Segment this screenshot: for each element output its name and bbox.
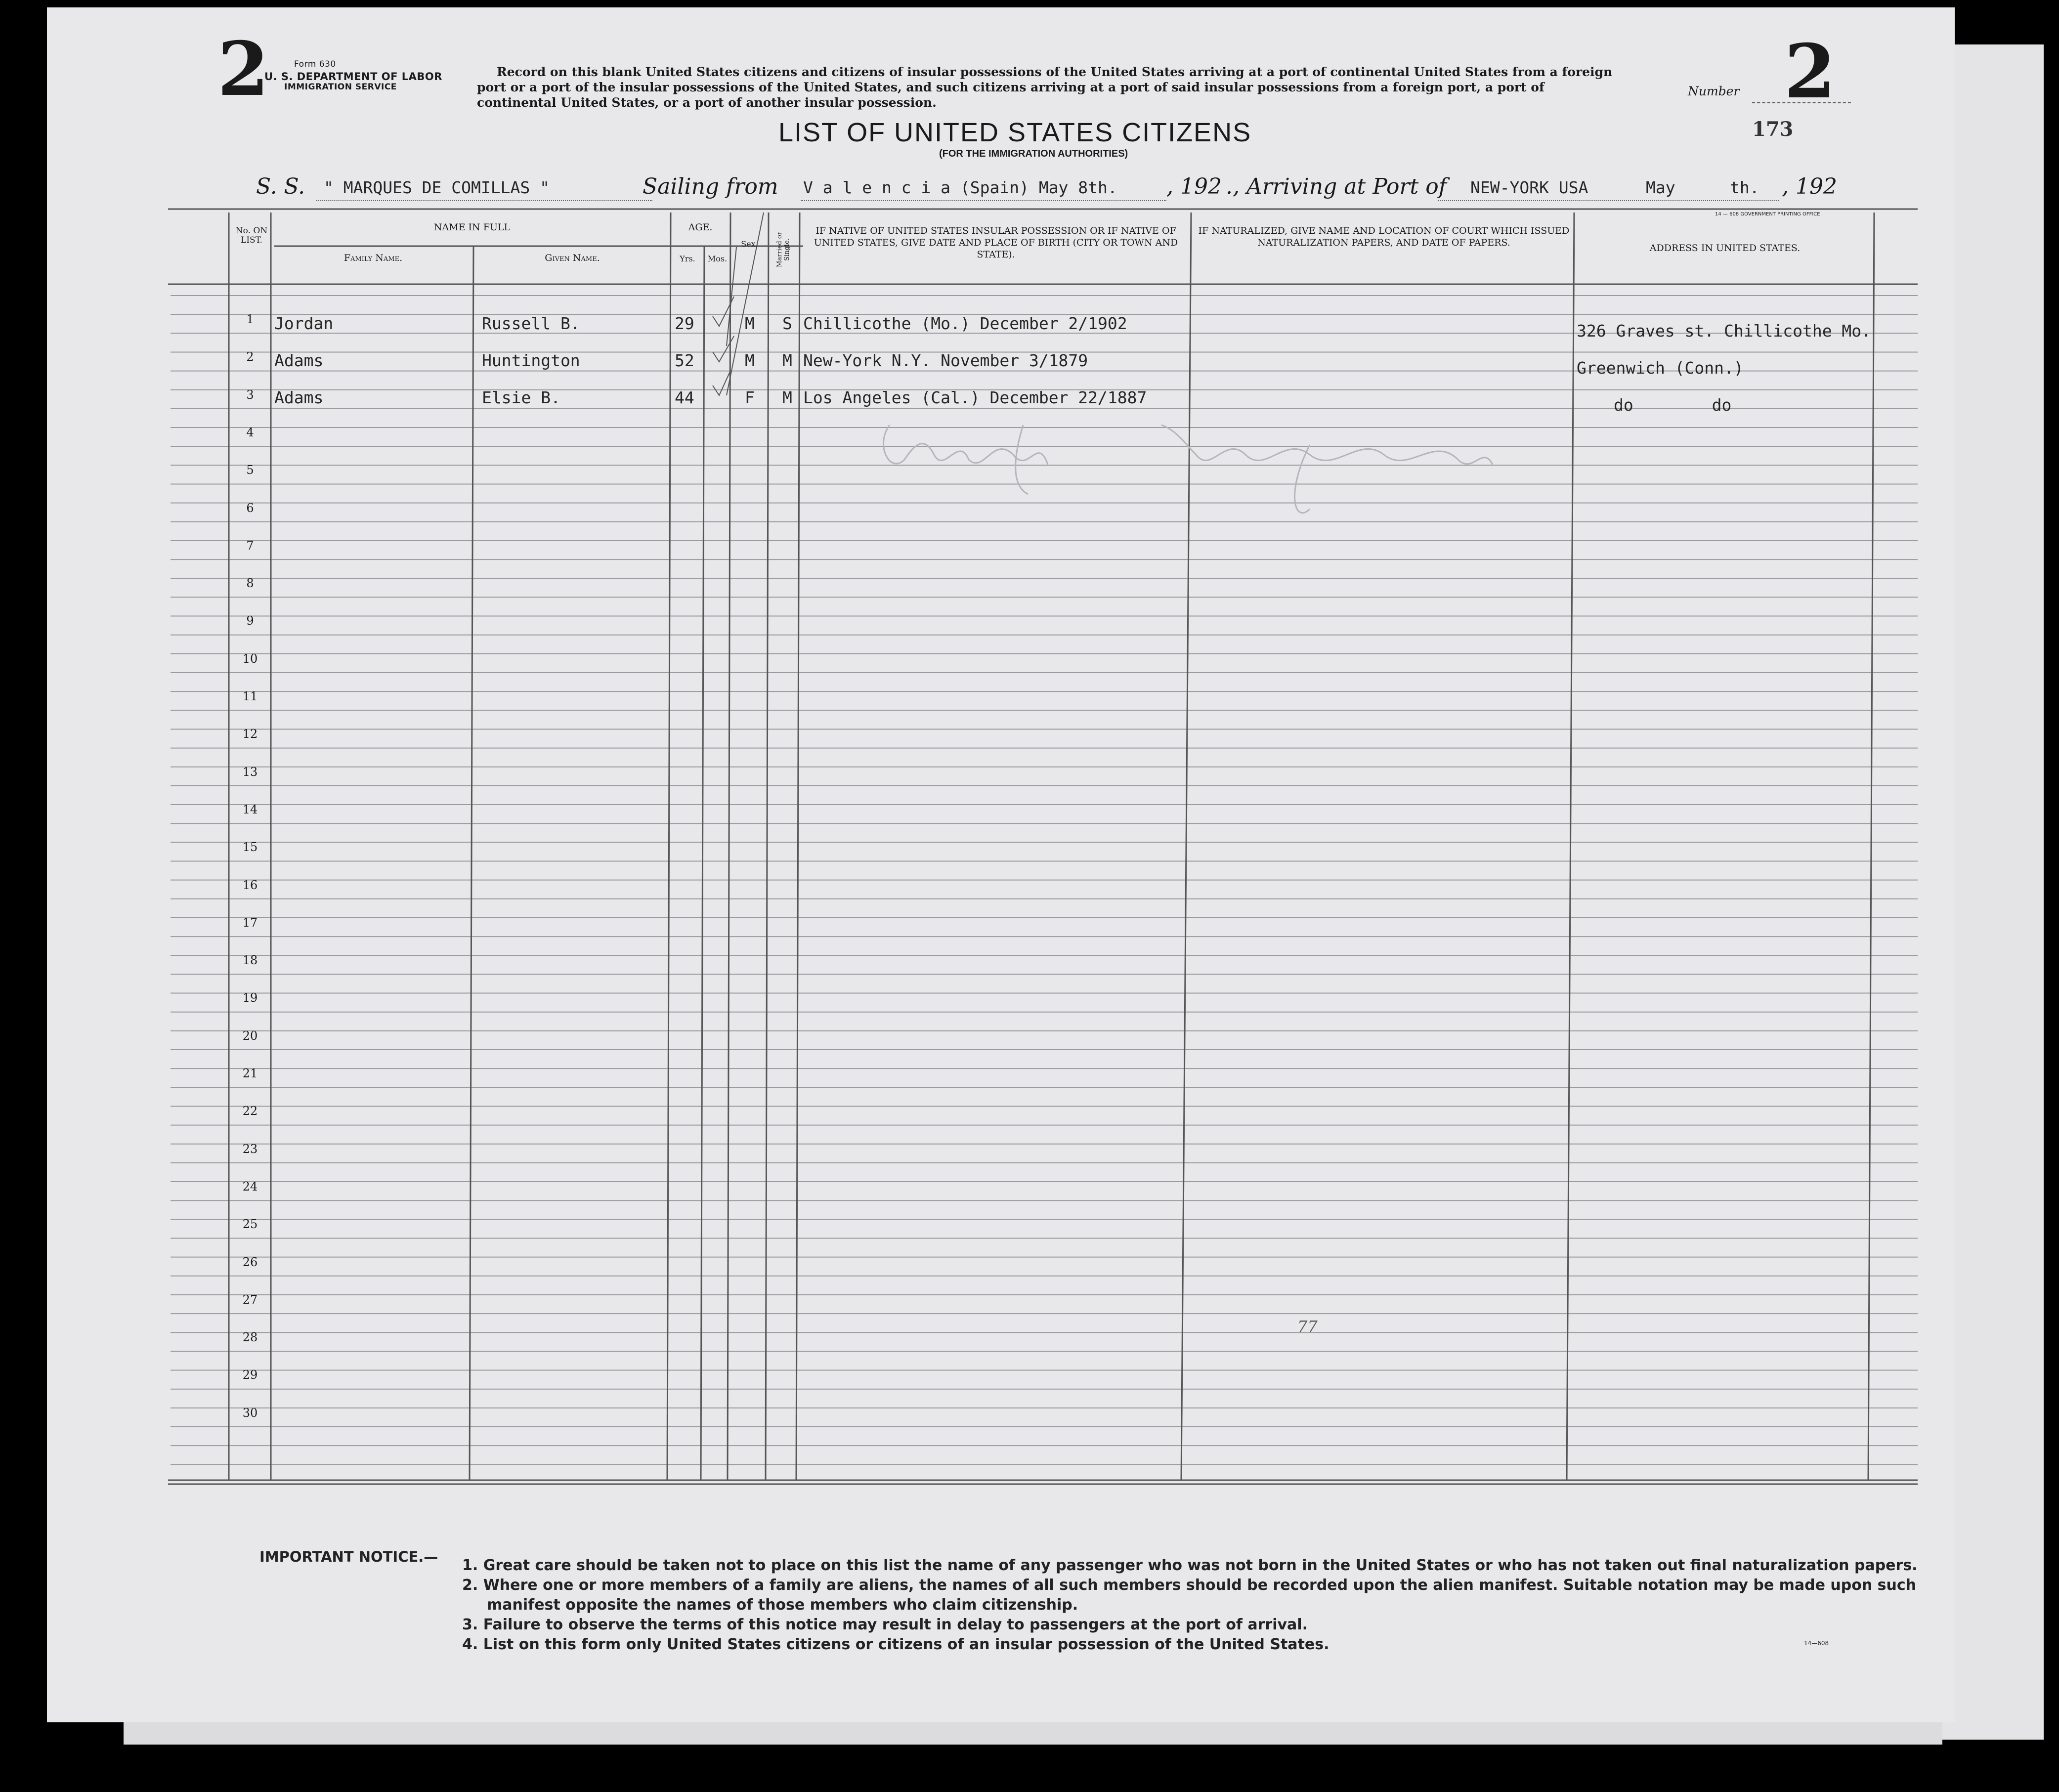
row-number: 21 — [242, 1067, 258, 1080]
row-number: 17 — [242, 915, 258, 930]
row-number: 12 — [242, 727, 258, 741]
row-number: 3 — [246, 387, 254, 402]
row-number: 8 — [246, 576, 254, 591]
notice-item-3: 3. Failure to observe the terms of this notice may result in delay to passengers at the port of arrival. — [462, 1616, 1308, 1633]
ship-name: " MARQUES DE COMILLAS " — [324, 178, 550, 197]
arrival-port: NEW-YORK USA — [1470, 178, 1588, 197]
birth-cell: New-York N.Y. November 3/1879 — [803, 351, 1088, 370]
sex-cell: M — [745, 314, 755, 333]
row-number: 11 — [242, 689, 258, 703]
row-number: 13 — [242, 765, 258, 779]
marital-status-cell: M — [782, 351, 792, 370]
row-number: 15 — [242, 840, 258, 854]
arrival-day: th. — [1730, 178, 1759, 197]
row-number: 28 — [242, 1330, 258, 1345]
intro-text: Record on this blank United States citizens and citizens of insular possessions of the United States arriving at a port of continental United States from a foreign port or a port of the insular possessions of the United States, and such citizens arriving at a port of said insular possessions from a foreign port, a port of continental United States, or a port of another insular possession. — [477, 65, 1613, 110]
row-number: 14 — [242, 802, 258, 816]
row-number: 29 — [242, 1368, 258, 1382]
notice-item-4: 4. List on this form only United States citizens or citizens of an insular possession of the United States. — [462, 1636, 1330, 1653]
address-cell: Greenwich (Conn.) — [1577, 358, 1744, 378]
given-name-cell: Elsie B. — [482, 388, 560, 407]
notice-item-2: 2. Where one or more members of a family are aliens, the names of all such members should be recorded upon the alien manifest. Suitable notation may be made upon such — [462, 1577, 1917, 1594]
row-number: 4 — [246, 425, 254, 439]
row-number: 25 — [242, 1217, 258, 1232]
row-number: 27 — [242, 1292, 258, 1307]
form-number: 2 — [217, 26, 269, 113]
marital-status-cell: M — [782, 388, 792, 407]
arrival-month: May — [1646, 178, 1675, 197]
header-address: ADDRESS IN UNITED STATES. — [1649, 243, 1801, 254]
page-subtitle: (FOR THE IMMIGRATION AUTHORITIES) — [939, 148, 1128, 159]
row-number: 6 — [246, 501, 254, 515]
header-family-name: Family Name. — [343, 253, 403, 263]
sailing-year: , 192 — [1166, 174, 1222, 199]
given-name-cell: Russell B. — [482, 314, 580, 333]
row-number: 26 — [242, 1255, 258, 1269]
sex-cell: F — [745, 388, 755, 407]
ship-underline — [316, 200, 652, 201]
sex-cell: M — [745, 351, 755, 370]
sailing-label: Sailing from — [643, 174, 778, 199]
printer-mark: 14 — 608 GOVERNMENT PRINTING OFFICE — [1715, 212, 1820, 217]
arrival-year: , 192 — [1782, 174, 1837, 199]
header-married-single: Married or Single. — [776, 232, 791, 267]
header-age: AGE. — [688, 222, 713, 233]
age-years-cell: 29 — [675, 314, 694, 333]
header-sex: Sex. — [741, 239, 758, 249]
family-name-cell: Adams — [274, 388, 324, 407]
birth-cell: Chillicothe (Mo.) December 2/1902 — [803, 314, 1127, 333]
header-naturalized: IF NATURALIZED, GIVE NAME AND LOCATION OF COURT WHICH ISSUED NATURALIZATION PAPERS, AND DATE OF PAPERS. — [1198, 225, 1570, 248]
notice-label: IMPORTANT NOTICE.— — [259, 1548, 438, 1565]
row-number: 2 — [246, 350, 254, 364]
sailing-underline — [801, 200, 1166, 201]
pencil-signature — [884, 425, 1493, 513]
stamp-number: 173 — [1752, 118, 1794, 141]
row-number: 1 — [246, 312, 254, 326]
marital-status-cell: S — [782, 314, 792, 333]
row-number: 16 — [242, 878, 258, 892]
department-label: U. S. DEPARTMENT OF LABOR — [264, 71, 442, 83]
row-number: 9 — [246, 614, 254, 628]
footer-code: 14—608 — [1804, 1640, 1829, 1647]
row-number: 23 — [242, 1142, 258, 1156]
header-no-on-list: No. ON LIST. — [235, 226, 268, 245]
address-cell: do do — [1614, 395, 1732, 415]
notice-item-2-cont: manifest opposite the names of those members who claim citizenship. — [487, 1596, 1078, 1614]
header-given-name: Given Name. — [545, 253, 600, 263]
row-number: 7 — [246, 538, 254, 553]
row-number: 24 — [242, 1179, 258, 1194]
margin-mark: 77 — [1297, 1317, 1318, 1336]
family-name-cell: Jordan — [274, 314, 334, 333]
page-title: LIST OF UNITED STATES CITIZENS — [778, 118, 1252, 147]
service-label: IMMIGRATION SERVICE — [284, 82, 397, 92]
number-value: 2 — [1784, 28, 1836, 115]
header-yrs: Yrs. — [680, 254, 695, 263]
family-name-cell: Adams — [274, 351, 324, 370]
ss-label: S. S. — [256, 174, 305, 199]
address-cell: 326 Graves st. Chillicothe Mo. — [1577, 321, 1872, 341]
row-number: 10 — [242, 651, 258, 666]
notice-item-1: 1. Great care should be taken not to place on this list the name of any passenger who was not born in the United States or who has not taken out final naturalization papers. — [462, 1557, 1918, 1574]
row-number: 18 — [242, 953, 258, 968]
age-years-cell: 52 — [675, 351, 694, 370]
form-code: Form 630 — [294, 59, 336, 69]
row-number: 19 — [242, 991, 258, 1005]
row-number: 22 — [242, 1104, 258, 1118]
header-name-in-full: NAME IN FULL — [433, 222, 511, 233]
number-label: Number — [1688, 84, 1740, 98]
header-birth: IF NATIVE OF UNITED STATES INSULAR POSSESSION OR IF NATIVE OF UNITED STATES, GIVE DATE AND PLACE OF BIRTH (CITY OR TOWN AND STATE). — [814, 225, 1178, 260]
age-years-cell: 44 — [675, 388, 694, 407]
arrival-underline — [1438, 200, 1779, 201]
sailing-from: V a l e n c i a (Spain) May 8th. — [803, 178, 1117, 197]
given-name-cell: Huntington — [482, 351, 580, 370]
birth-cell: Los Angeles (Cal.) December 22/1887 — [803, 388, 1147, 407]
row-number: 30 — [242, 1406, 258, 1420]
header-mos: Mos. — [707, 254, 728, 263]
row-number: 5 — [246, 463, 254, 477]
row-number: 20 — [242, 1028, 258, 1043]
arriving-label: ., Arriving at Port of — [1226, 174, 1447, 199]
